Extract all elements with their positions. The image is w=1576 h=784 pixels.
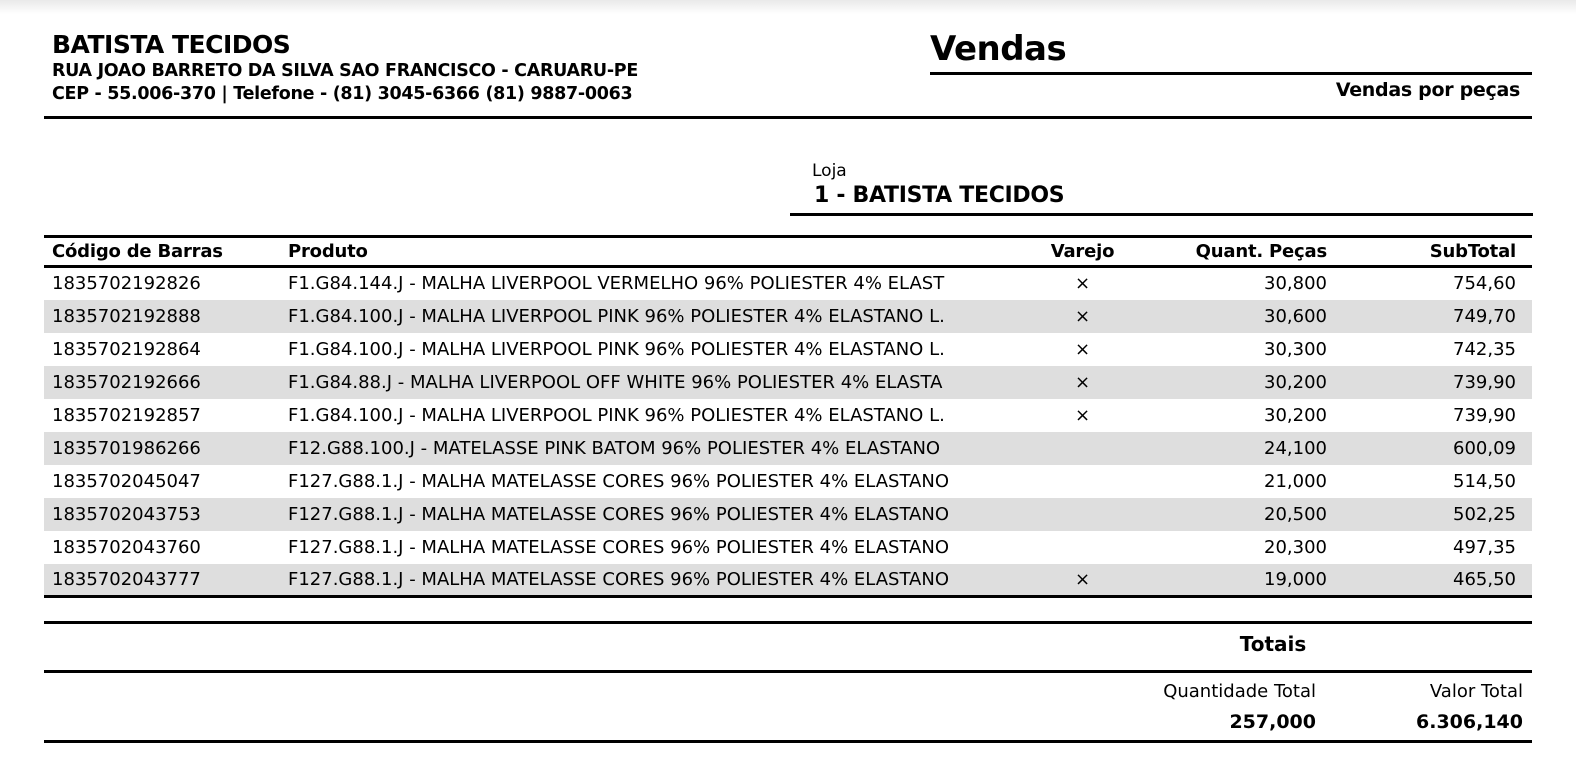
product-cell: F1.G84.100.J - MALHA LIVERPOOL PINK 96% POLIESTER 4% ELASTANO L. [288, 305, 945, 327]
table-row [44, 267, 1532, 300]
barcode-cell: 1835702045047 [52, 470, 201, 492]
subtotal-cell: 465,50 [1453, 568, 1516, 590]
product-cell: F127.G88.1.J - MALHA MATELASSE CORES 96% POLIESTER 4% ELASTANO [288, 568, 950, 590]
report-title-block [930, 28, 1532, 102]
barcode-cell: 1835702192857 [52, 404, 201, 426]
varejo-mark-cell [1035, 498, 1130, 531]
varejo-mark-cell: × [1074, 305, 1091, 327]
barcode-cell: 1835702043753 [52, 503, 201, 525]
product-cell: F127.G88.1.J - MALHA MATELASSE CORES 96% POLIESTER 4% ELASTANO [288, 536, 950, 558]
table-row [44, 531, 1532, 564]
table-row [44, 564, 1532, 597]
subtotal-cell: 497,35 [1453, 536, 1516, 558]
company-cep-phone: CEP - 55.006-370 | Telefone - (81) 3045-6366 (81) 9887-0063 [52, 84, 633, 104]
company-address: RUA JOAO BARRETO DA SILVA SAO FRANCISCO - CARUARU-PE [52, 61, 638, 81]
subtotal-cell: 739,90 [1453, 404, 1516, 426]
quantity-cell: 30,300 [1264, 338, 1327, 360]
column-header-subtotal: SubTotal [1429, 241, 1516, 262]
subtotal-cell: 514,50 [1453, 470, 1516, 492]
product-cell: F127.G88.1.J - MALHA MATELASSE CORES 96% POLIESTER 4% ELASTANO [288, 503, 950, 525]
report-title: Vendas [930, 28, 1532, 75]
quantity-cell: 20,500 [1264, 503, 1327, 525]
total-value-label: Valor Total [1429, 681, 1523, 702]
report-subtitle: Vendas por peças [1335, 79, 1520, 101]
varejo-mark-cell [1035, 531, 1130, 564]
varejo-mark-cell [1035, 432, 1130, 465]
totals-section [44, 621, 1532, 743]
table-row [44, 300, 1532, 333]
subtotal-cell: 754,60 [1453, 273, 1516, 295]
subtotal-cell: 502,25 [1453, 503, 1516, 525]
barcode-cell: 1835702192826 [52, 273, 201, 295]
total-quantity-value: 257,000 [1229, 711, 1316, 733]
column-header-barcode: Código de Barras [52, 241, 223, 262]
totals-divider [44, 670, 1532, 673]
table-body [44, 267, 1532, 597]
varejo-mark-cell [1035, 465, 1130, 498]
header-divider [44, 116, 1532, 119]
product-cell: F1.G84.100.J - MALHA LIVERPOOL PINK 96% POLIESTER 4% ELASTANO L. [288, 338, 945, 360]
product-cell: F1.G84.100.J - MALHA LIVERPOOL PINK 96% POLIESTER 4% ELASTANO L. [288, 404, 945, 426]
quantity-cell: 20,300 [1264, 536, 1327, 558]
table-row [44, 399, 1532, 432]
subtotal-cell: 600,09 [1453, 437, 1516, 459]
store-name: 1 - BATISTA TECIDOS [814, 183, 1065, 208]
total-value-value: 6.306,140 [1416, 711, 1523, 733]
product-cell: F12.G88.100.J - MATELASSE PINK BATOM 96% POLIESTER 4% ELASTANO [288, 437, 941, 459]
company-header [52, 30, 638, 106]
table-row [44, 432, 1532, 465]
varejo-mark-cell: × [1074, 273, 1091, 295]
table-row [44, 333, 1532, 366]
table-row [44, 366, 1532, 399]
quantity-cell: 30,600 [1264, 305, 1327, 327]
quantity-cell: 30,200 [1264, 371, 1327, 393]
barcode-cell: 1835702043760 [52, 536, 201, 558]
barcode-cell: 1835701986266 [52, 437, 201, 459]
subtotal-cell: 739,90 [1453, 371, 1516, 393]
store-label: Loja [812, 161, 847, 181]
store-block [790, 160, 1533, 216]
varejo-mark-cell: × [1074, 404, 1091, 426]
table-row [44, 465, 1532, 498]
quantity-cell: 30,800 [1264, 273, 1327, 295]
quantity-cell: 21,000 [1264, 470, 1327, 492]
product-cell: F127.G88.1.J - MALHA MATELASSE CORES 96% POLIESTER 4% ELASTANO [288, 470, 950, 492]
subtotal-cell: 749,70 [1453, 305, 1516, 327]
product-cell: F1.G84.88.J - MALHA LIVERPOOL OFF WHITE 96% POLIESTER 4% ELASTA [288, 371, 943, 393]
quantity-cell: 30,200 [1264, 404, 1327, 426]
quantity-cell: 24,100 [1264, 437, 1327, 459]
company-name: BATISTA TECIDOS [52, 30, 291, 59]
barcode-cell: 1835702192864 [52, 338, 201, 360]
total-quantity-label: Quantidade Total [1163, 681, 1316, 702]
sales-table [44, 235, 1532, 598]
totals-title: Totais [1239, 632, 1307, 656]
column-header-product: Produto [288, 241, 368, 262]
varejo-mark-cell: × [1074, 371, 1091, 393]
column-header-varejo: Varejo [1050, 241, 1115, 262]
page-top-shadow [0, 0, 1576, 14]
column-header-quantity: Quant. Peças [1195, 241, 1327, 262]
varejo-mark-cell: × [1074, 568, 1091, 590]
varejo-mark-cell: × [1074, 338, 1091, 360]
barcode-cell: 1835702192666 [52, 371, 201, 393]
barcode-cell: 1835702192888 [52, 305, 201, 327]
barcode-cell: 1835702043777 [52, 568, 201, 590]
quantity-cell: 19,000 [1264, 568, 1327, 590]
subtotal-cell: 742,35 [1453, 338, 1516, 360]
table-header-row [44, 237, 1532, 267]
product-cell: F1.G84.144.J - MALHA LIVERPOOL VERMELHO 96% POLIESTER 4% ELAST [288, 273, 945, 295]
table-row [44, 498, 1532, 531]
